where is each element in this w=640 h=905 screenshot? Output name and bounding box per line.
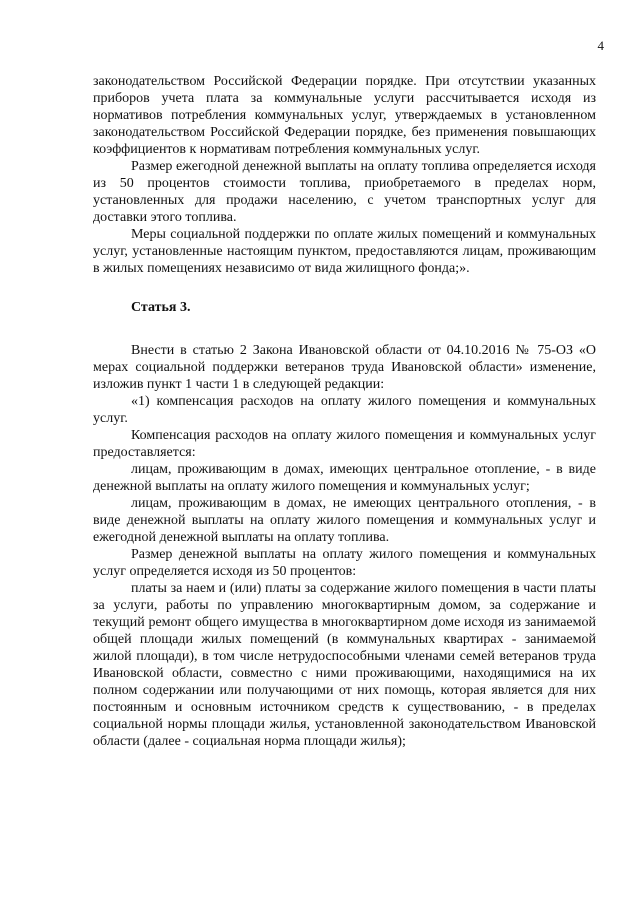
paragraph: законодательством Российской Федерации порядке. При отсутствии указанных приборов учета плата за коммунальные услуги рассчитывается исходя из нормативов потребления коммунальных услуг, утверждаемых в установленном законодательством Российской Федерации порядке, без применения повышающих коэффициентов к нормативам потребления коммунальных услуг. [93, 74, 596, 157]
paragraph: Компенсация расходов на оплату жилого помещения и коммунальных услуг предоставляется: [93, 428, 596, 460]
paragraph: лицам, проживающим в домах, не имеющих центрального отопления, - в виде денежной выплаты на оплату жилого помещения и коммунальных услуг и ежегодной денежной выплаты на оплату топлива. [93, 496, 596, 545]
paragraph: лицам, проживающим в домах, имеющих центральное отопление, - в виде денежной выплаты на оплату жилого помещения и коммунальных услуг; [93, 462, 596, 494]
paragraph: Внести в статью 2 Закона Ивановской области от 04.10.2016 № 75-ОЗ «О мерах социальной поддержки ветеранов труда Ивановской области» изменение, изложив пункт 1 части 1 в следующей редакции: [93, 343, 596, 392]
document-body [93, 73, 596, 750]
paragraph: платы за наем и (или) платы за содержание жилого помещения в части платы за услуги, работы по управлению многоквартирным домом, за содержание и текущий ремонт общего имущества в многоквартирном доме исходя из занимаемой общей площади жилых помещений (в коммунальных квартирах - занимаемой жилой площади), в том числе нетрудоспособными членами семей ветеранов труда Ивановской области, совместно с ними проживающими, находящимися на их полном содержании или получающими от них помощь, которая является для них постоянным и основным источником средств к существованию, - в пределах социальной нормы площади жилья, установленной законодательством Ивановской области (далее - социальная норма площади жилья); [93, 581, 596, 749]
paragraph: Меры социальной поддержки по оплате жилых помещений и коммунальных услуг, установленные настоящим пунктом, предоставляются лицам, проживающим в жилых помещениях независимо от вида жилищного фонда;». [93, 227, 596, 276]
paragraph: «1) компенсация расходов на оплату жилого помещения и коммунальных услуг. [93, 394, 596, 426]
paragraph: Размер ежегодной денежной выплаты на оплату топлива определяется исходя из 50 процентов стоимости топлива, приобретаемого в пределах норм, установленных для продажи населению, с учетом транспортных услуг для доставки этого топлива. [93, 159, 596, 225]
paragraph: Размер денежной выплаты на оплату жилого помещения и коммунальных услуг определяется исходя из 50 процентов: [93, 547, 596, 579]
page-number: 4 [597, 38, 604, 53]
article-heading: Статья 3. [131, 300, 191, 315]
